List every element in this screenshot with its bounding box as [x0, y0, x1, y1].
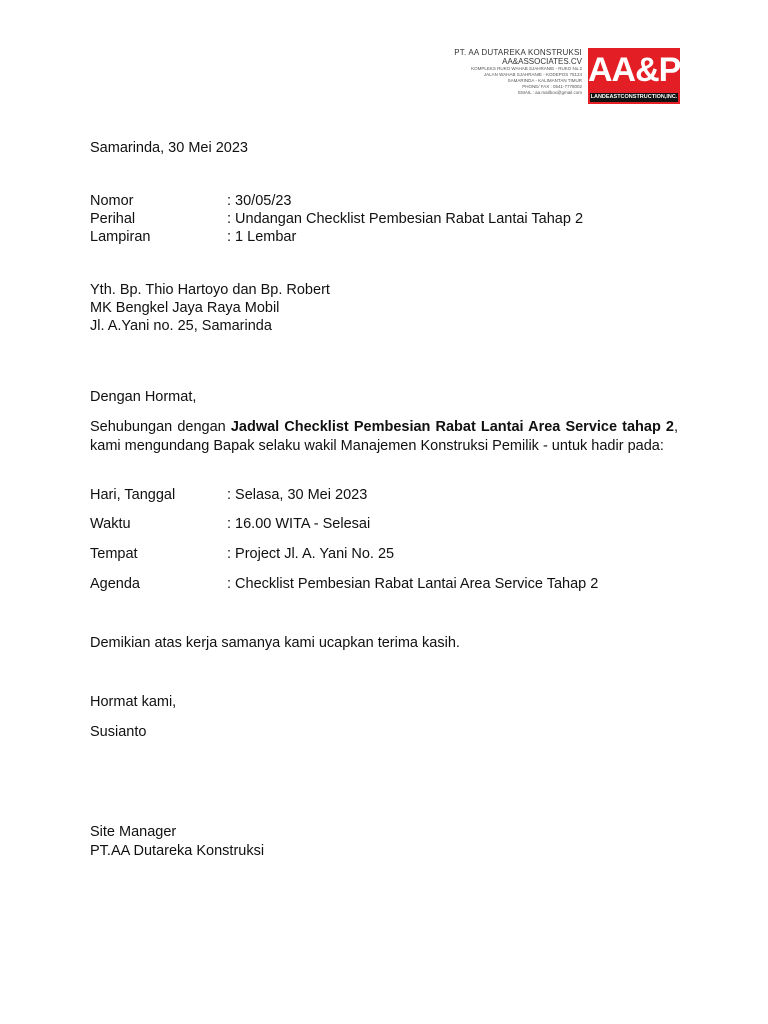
- phone-line: PHONE/ FAX : 0541-7778002: [522, 84, 582, 89]
- recipient-line-3: Jl. A.Yani no. 25, Samarinda: [90, 318, 272, 334]
- signoff: Hormat kami,: [90, 694, 177, 710]
- address-line-2: JALAN WAHAB SJAHRANIE - KODEPOS 75124: [483, 72, 582, 77]
- meta-label-nomor: Nomor: [90, 193, 134, 209]
- detail-label-place: Tempat: [90, 546, 138, 562]
- letterhead: [440, 44, 701, 106]
- detail-label-time: Waktu: [90, 516, 131, 532]
- detail-value-agenda: : Checklist Pembesian Rabat Lantai Area Service Tahap 2: [227, 576, 599, 592]
- meta-value-perihal: : Undangan Checklist Pembesian Rabat Lantai Tahap 2: [227, 211, 584, 227]
- body-intro-suffix: , kami mengundang Bapak selaku wakil Manajemen Konstruksi Pemilik - untuk hadir pada:: [90, 419, 678, 454]
- logo-text: AA&PT: [588, 51, 701, 89]
- body-intro-prefix: Sehubungan dengan: [90, 419, 231, 435]
- detail-label-date: Hari, Tanggal: [90, 487, 176, 503]
- detail-value-date: : Selasa, 30 Mei 2023: [227, 487, 368, 503]
- signer-title: Site Manager: [90, 824, 177, 840]
- body-paragraph: [90, 418, 678, 455]
- meta-value-lampiran: : 1 Lembar: [227, 229, 297, 245]
- detail-value-place: : Project Jl. A. Yani No. 25: [227, 546, 395, 562]
- email-line: EMAIL : aa.mailbox@gmail.com: [518, 90, 582, 95]
- greeting: Dengan Hormat,: [90, 389, 197, 405]
- logo-subtext: LANDEASTCONSTRUCTION,INC.: [590, 94, 678, 100]
- meta-label-perihal: Perihal: [90, 211, 136, 227]
- address-line-3: SAMARINDA - KALIMANTAN TIMUR: [507, 78, 582, 83]
- recipient-line-2: MK Bengkel Jaya Raya Mobil: [90, 300, 280, 316]
- associates-name: AA&ASSOCIATES.CV: [502, 57, 582, 66]
- closing-line: Demikian atas kerja samanya kami ucapkan terima kasih.: [90, 635, 460, 651]
- company-logo: [588, 48, 701, 104]
- date-line: Samarinda, 30 Mei 2023: [90, 140, 248, 156]
- signer-name: Susianto: [90, 724, 147, 740]
- recipient-line-1: Yth. Bp. Thio Hartoyo dan Bp. Robert: [90, 282, 330, 298]
- detail-value-time: : 16.00 WITA - Selesai: [227, 516, 371, 532]
- letterhead-text: [432, 48, 582, 96]
- address-line-1: KOMPLEKS RUKO WAHAB SJAHRANIE - RUKO No.2: [471, 66, 582, 71]
- company-name: PT. AA DUTAREKA KONSTRUKSI: [454, 48, 582, 57]
- detail-label-agenda: Agenda: [90, 576, 140, 592]
- meta-label-lampiran: Lampiran: [90, 229, 151, 245]
- signer-company: PT.AA Dutareka Konstruksi: [90, 843, 265, 859]
- meta-value-nomor: : 30/05/23: [227, 193, 292, 209]
- body-intro-bold: Jadwal Checklist Pembesian Rabat Lantai Area Service tahap 2: [230, 419, 674, 435]
